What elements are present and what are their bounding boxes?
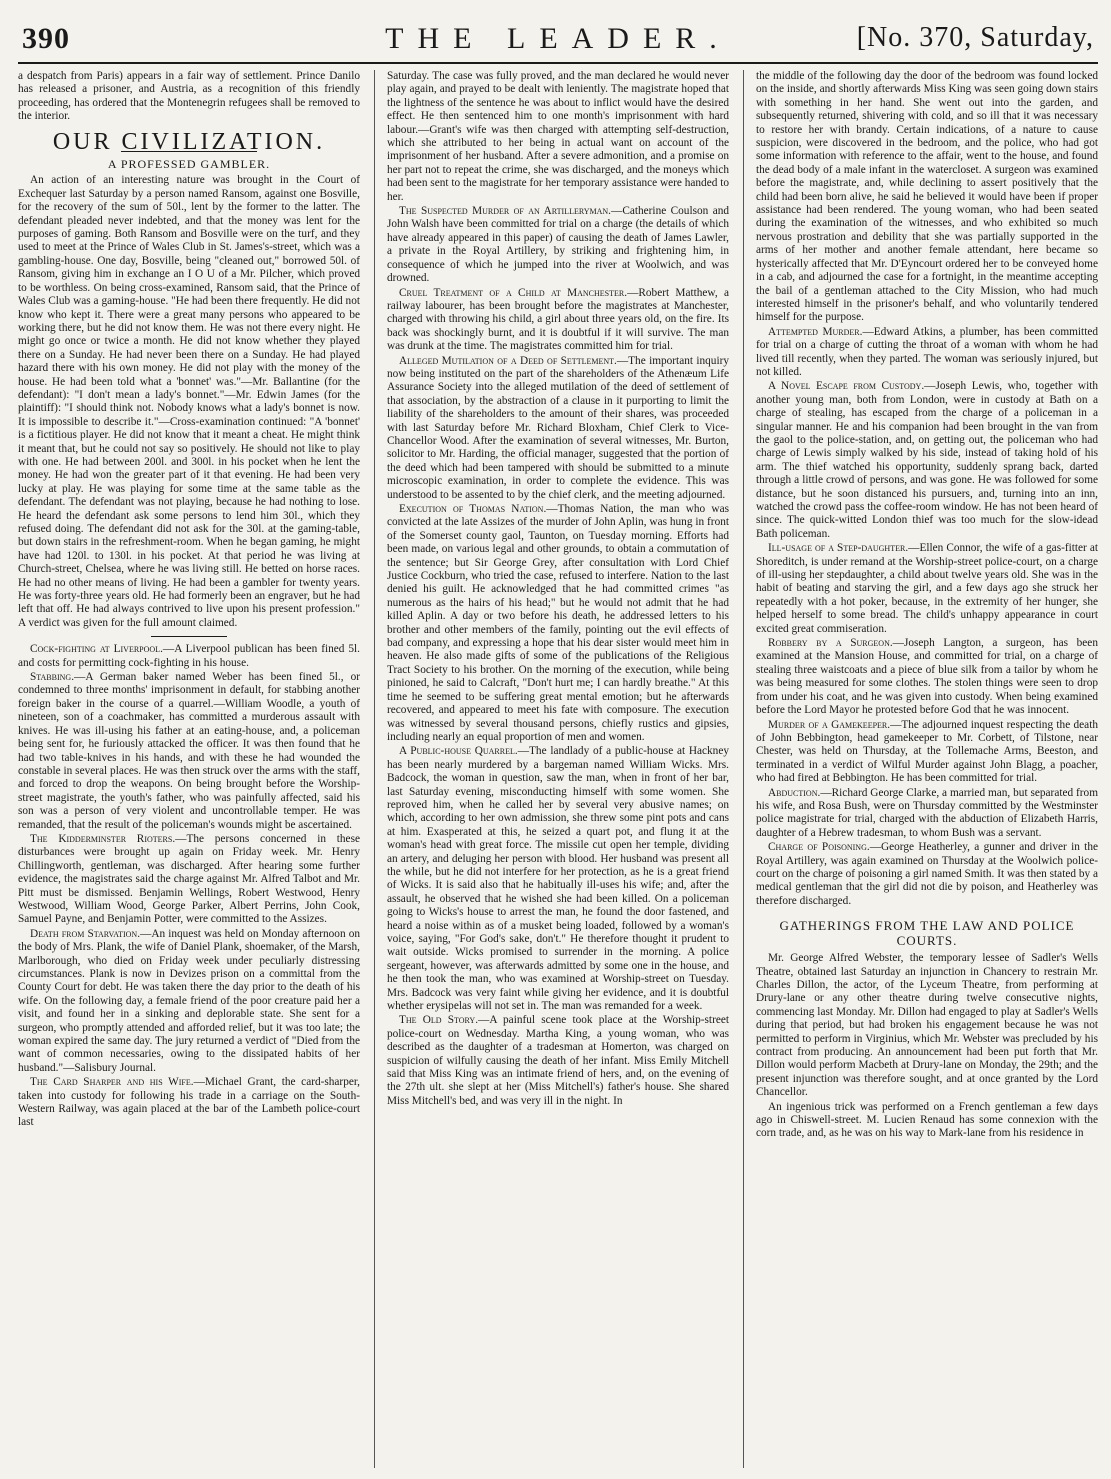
paragraph-text: —Michael Grant, the card-sharper, taken into custody for following his trade in a carriage on the South-Western Railway, was again placed at the bar of the Lambeth police-court last [18, 1076, 360, 1129]
article-body: Mr. George Alfred Webster, the temporary lessee of Sadler's Wells Theatre, obtained last Saturday an injunction in Chancery to restrain Mr. Charles Dillon, the actor, of the Lyceum Theatre, from performing at Drury-lane or any other theatre during twelve consecutive nights, commencing last Monday. Mr. Dillon had engaged to play at Sadler's Wells during that period, but had broken his engagement because he was not permitted to perform in Virginius, which Mr. Webster was precluded by his contract from producing. An announcement had been put forth that Mr. Dillon would perform Macbeth at Drury-lane on Monday, the 29th; and the present injunction was therefore sought, and at once granted by the Lord Chancellor. [756, 952, 1098, 1099]
run-in-heading: A Public-house Quarrel. [399, 745, 518, 758]
article-paragraph [18, 833, 360, 927]
paragraph-text: —Robert Matthew, a railway labourer, has been brought before the magistrates at Manchester, charged with throwing his child, a girl about three years old, on the fire. Its back was shockingly burnt, and it is doubtful if it will survive. The man was drunk at the time. The magistrates committed him for trial. [387, 286, 729, 353]
run-in-heading: The Suspected Murder of an Artilleryman. [399, 205, 612, 218]
article-paragraph [756, 380, 1098, 541]
article-continuation: a despatch from Paris) appears in a fair way of settlement. Prince Danilo has released a prisoner, and Austria, as a recognition of this friendly proceeding, has ordered that the Montenegrin refugees shall be removed to the interior. [18, 70, 360, 123]
run-in-heading: Alleged Mutilation of a Deed of Settlement. [399, 354, 617, 367]
article-body: An action of an interesting nature was brought in the Court of Exchequer last Saturday by a person named Ransom, against one Bosville, for the recovery of the sum of 50l., lent by the former to the latter. The defendant pleaded never indebted, and that the money was lent for the purposes of gaming. Both Ransom and Bosville were on the turf, and they used to meet at the Prince of Wales Club in St. James's-street, which was a gambling-house. One day, Bosville, being "cleaned out," borrowed 50l. of Ransom, giving him in exchange an I O U of a Mr. Pilcher, which proved to be worthless. On being cross-examined, Ransom said, that the Prince of Wales Club was a gaming-house. "He had been there frequently. He did not know who kept it. There were a great many persons who appeared to be working there, but he did not know them. He was not there every night. He might go once or twice a month. He did not know whether they played there on a Sunday. He had never been there on a Sunday. He had played hazard there with his own money. He did not play with the money of the house. He had been told what a 'bonnet' was."—Mr. Ballantine (for the defendant): "I don't mean a lady's bonnet."—Mr. Edwin James (for the plaintiff): "I should think not. Nobody knows what a lady's bonnet is now. It is impossible to describe it."—Cross-examination continued: "A 'bonnet' is a fictitious player. He did not know that it meant a cheat. He might think it meant that, but he could not say so positively. He should not like to play with one. He had between 200l. and 300l. in his pocket when he lent the money. He had won the greater part of it that evening. He had been very lucky at play. He was playing for some time at the same table as the defendant. The defendant was not playing, because he had nothing to lose. He heard the defendant ask some persons to lend him 30l., which they refused doing. The defendant did not ask for the 30l. at the gaming-table, but down stairs in the refreshment-room. When he began gaming, he might have had 120l. to 130l. in his pocket. At that period he was living at Church-street, Chelsea, where he was living still. He betted on horse races. He had no other means of living. He had been a gambler for twenty years. He was forty-three years old. He had formerly been an engraver, but he had left that off. He had always contrived to live upon his present profession." A verdict was given for the full amount claimed. [18, 174, 360, 629]
run-in-heading: Attempted Murder. [768, 325, 863, 338]
article-heading: GATHERINGS FROM THE LAW AND POLICE COURTS. [779, 918, 1075, 949]
run-in-heading: Execution of Thomas Nation. [399, 503, 547, 515]
article-paragraph [756, 326, 1098, 380]
paragraph-text: —Edward Atkins, a plumber, has been committed for trial on a charge of cutting the throat of a woman with whom he had lived till recently, when they parted. The woman was seriously injured, but not killed. [756, 325, 1098, 378]
article-continuation: the middle of the following day the door of the bedroom was found locked on the inside, and shortly afterwards Miss King was seen going down stairs with something in her hand. She went out into the garden, and subsequently returned, shivering with cold, and so ill that it was necessary to restore her with brandy. Certain indications, of a nature to cause suspicion, were discovered in the bedroom, and the police, who had got some information with reference to the affair, went to the house, and found the dead body of a male infant in the watercloset. A surgeon was examined before the magistrate, and, while declining to assert positively that the child had been born alive, he said he believed it would have been if proper assistance had been rendered. The young woman, who had been seated during the examination of the witnesses, and who exhibited so much nervous prostration and debility that she was partially supported in the arms of her mother and another female attendant, here became so hysterically affected that Mr. D'Eyncourt ordered her to be conveyed home in a cab, and adjourned the case for a fortnight, in the meantime accepting the bail of a gentleman attached to the City Mission, who had much interested himself in the prisoner's behalf, and who voluntarily tendered himself for the purpose. [756, 70, 1098, 324]
run-in-heading: Death from Starvation. [30, 927, 141, 940]
paragraph-text: —The landlady of a public-house at Hackney has been nearly murdered by a bargeman named William Wicks. Mrs. Badcock, the woman in question, saw the man, when in front of her bar, last Saturday evening, misconducting himself with some women. She reproved him, when he called her by several very abusive names; on which, according to her own admission, she threw some pint pots and cans at him. Exasperated at this, he seized a quart pot, and flung it at the woman's head with great force. The missile cut open her temple, dividing an artery, and deluging her person with blood. Her husband was present all the while, but he did not interfere for her protection, as he is a great friend of Wicks. It is said also that he habitually ill-uses his wife; and, after the assault, he observed that he wished she had been killed. On a policeman going to Wicks's house to arrest the man, he found the door fastened, and heard a noise within as of a musket being loaded, followed by a woman's voice, saying, "For God's sake, don't." He therefore thought it prudent to wait outside. Wicks promised to surrender in the morning. A police sergeant, however, was afterwards admitted by some one in the house, and he then took the man, who was examined at Worship-street on Tuesday. Mrs. Badcock was very faint while giving her evidence, and it is doubtful whether erysipelas will not set in. The man was remanded for a week. [387, 745, 729, 1013]
run-in-heading: Ill-usage of a Step-daughter. [768, 542, 909, 555]
article-paragraph [756, 841, 1098, 908]
newspaper-page [18, 20, 1098, 1468]
paragraph-text: —An inquest was held on Monday afternoon on the body of Mrs. Plank, the wife of Daniel Plank, shoemaker, of the Marsh, Marlborough, who died on Friday week under peculiarly distressing circumstances. Plank is now in Devizes prison on a committal from the County Court for debt. He was taken there the day prior to the death of his wife. On the following day, a female friend of the poor creature paid her a visit, and found her in a sinking and deplorable state. She sent for a surgeon, who promptly attended and afforded relief, but it was too late; the woman expired the same day. The jury returned a verdict of "Died from the want of common necessaries, owing to the dissipated habits of her husband."—Salisbury Journal. [18, 927, 360, 1074]
article-paragraph [756, 637, 1098, 717]
masthead-rule [18, 62, 1098, 64]
paragraph-text: —A German baker named Weber has been fined 5l., or condemned to three months' imprisonment in default, for stabbing another foreign baker in the course of a quarrel.—William Woodle, a youth of nineteen, son of a coachmaker, has committed a murderous assault with knives. He was ill-using his father at an eating-house, and, a policeman being sent for, he furiously attacked the officer. It was then found that he had two table-knives in his hands, and with these he had wounded the constable in several places. He was then struck over the arms with the staff, and forced to drop the weapons. On being brought before the Worship-street magistrate, the youth's father, who was painfully affected, said his son was a person of very violent and uncontrollable temper. He was remanded, that the result of the policeman's wounds might be ascertained. [18, 671, 360, 831]
article-paragraph [756, 542, 1098, 636]
paragraph-text: —George Heatherley, a gunner and driver in the Royal Artillery, was again examined on Thursday at the Woolwich police-court on the charge of poisoning a girl named Smith. It was then stated by a medical gentleman that the girl did not die by poison, and Heatherley was therefore discharged. [756, 841, 1098, 907]
paragraph-text: —A Liverpool publican has been fined 5l. and costs for permitting cock-fighting in his house. [18, 643, 360, 669]
divider [151, 636, 226, 637]
article-paragraph [756, 719, 1098, 786]
paragraph-text: —A painful scene took place at the Worship-street police-court on Wednesday. Martha King, a young woman, who was described as the daughter of a tradesman at Homerton, was charged on suspicion of wilfully causing the death of her infant. Miss Emily Mitchell said that Miss King was an intimate friend of hers, and, on the evening of the 27th ult. she slept at her (Miss Mitchell's) father's house. She shared Miss Mitchell's bed, and was very ill in the night. In [387, 1014, 729, 1107]
run-in-heading: Robbery by a Surgeon. [768, 637, 893, 650]
article-body: An ingenious trick was performed on a French gentleman a few days ago in Chiswell-street. M. Lucien Renaud has some connexion with the corn trade, and, as he was on his way to Mark-lane from his residence in [756, 1100, 1098, 1140]
paragraph-text: —Ellen Connor, the wife of a gas-fitter at Shoreditch, is under remand at the Worship-street police-court, on a charge of ill-using her stepdaughter, a child about twelve years old. She was in the habit of beating and starving the girl, and a few days ago she struck her repeatedly with a hot poker, because, in the extremity of her hunger, she helped herself to some bread. The child's unhappy appearance in court excited great commiseration. [756, 542, 1098, 635]
article-paragraph [387, 287, 729, 354]
paragraph-text: —Joseph Langton, a surgeon, has been examined at the Mansion House, and committed for trial, on a charge of stealing three waistcoats and a piece of blue silk from a tailor by whom he was being measured for some clothes. The stolen things were seen to drop from under his coat, and he was given into custody. When being examined before the Lord Mayor he protested before God that he was innocent. [756, 637, 1098, 717]
issue-line: [No. 370, Saturday, [856, 22, 1094, 53]
article-paragraph [387, 1014, 729, 1108]
column-1 [18, 70, 360, 1468]
paragraph-text: —Joseph Lewis, who, together with another young man, both from London, were in custody at Bath on a charge of stealing, has escaped from the charge of a policeman in a singular manner. He and his companion had been brought in the van from the gaol to the police-station, and, on getting out, the policeman who had charge of Lewis simply walked by his side, instead of taking hold of his arm. The thief watched his opportunity, suddenly sprang back, darted through a little crowd of persons, and was gone. He was followed for some distance, but he soon distanced his pursuers, and, turning into an inn, watched the crowd pass the coffee-room window. He has not been heard of since. The quick-witted London thief was too much for the slow-idead Bath policeman. [756, 380, 1098, 540]
paragraph-text: —The adjourned inquest respecting the death of John Bebbington, head gamekeeper to Mr. Corbett, of Tilstone, near Chester, was held on Thursday, at the Tollemache Arms, Beeston, and terminated in a verdict of Wilful Murder against John Blagg, a poacher, who had fired at Bebbington. He has been committed for trial. [756, 718, 1098, 785]
run-in-heading: Murder of a Gamekeeper. [768, 718, 891, 731]
run-in-heading: A Novel Escape from Custody. [768, 380, 925, 393]
paragraph-text: —Thomas Nation, the man who was convicted at the late Assizes of the murder of John Aplin, was hung in front of the Somerset county gaol, Taunton, on Tuesday morning. Efforts had been made, on various legal and other grounds, to obtain a commutation of the sentence; but Sir George Grey, after consultation with Lord Chief Justice Cockburn, who tried the case, refused to interfere. Nation to the last denied his guilt. He acknowledged that he had committed crimes "as numerous as the hairs of his head;" but he would not admit that he had killed Aplin. A day or two before his death, he addressed letters to his brother and other members of the family, pointing out the evil effects of bad company, and expressing a hope that his dear sister would meet him in heaven. He also made gifts of some of the publications of the Religious Tract Society to his brother. On the morning of the execution, while being pinioned, he said to Calcraft, "Don't hurt me; I can hardly breathe." At this time he seemed to be suffering great mental emotion; but he afterwards recovered, and appeared to meet his fate with composure. The execution was witnessed by several thousand persons, chiefly rustics and gipsies, including nearly an equal proportion of men and women. [387, 503, 729, 743]
paragraph-text: —Catherine Coulson and John Walsh have been committed for trial on a charge (the details of which have already appeared in this paper) of causing the death of James Lawler, a private in the Royal Artillery, by striking and frightening him, in consequence of which he jumped into the river at Woolwich, and was drowned. [387, 205, 729, 285]
run-in-heading: The Card Sharper and his Wife. [30, 1076, 194, 1089]
article-paragraph [756, 787, 1098, 841]
article-paragraph [18, 928, 360, 1075]
article-paragraph [387, 745, 729, 1013]
article-paragraph [18, 1076, 360, 1130]
newspaper-title: THE LEADER. [385, 22, 731, 55]
run-in-heading: The Kidderminster Rioters. [30, 832, 176, 845]
article-columns [18, 70, 1098, 1468]
article-paragraph [387, 205, 729, 285]
paragraph-text: —Richard George Clarke, a married man, but separated from his wife, and Rosa Bush, were on Thursday committed by the Westminster police magistrate for trial, charged with the abduction of Elizabeth Harris, daughter of a Hebrew tradesman, to whom Bush was a servant. [756, 786, 1098, 839]
paragraph-text: —The important inquiry now being instituted on the part of the shareholders of the Athenæum Life Assurance Society into the alleged mutilation of the deed of settlement of that association, by the abstraction of a clause in it purporting to limit the liability of the shareholders to the amount of their shares, was proceeded with last Saturday before Mr. Richard Bloxham, Chief Clerk to Vice-Chancellor Wood. After the examination of several witnesses, Mr. Burton, solicitor to Mr. Harding, the official manager, suggested that the portion of the deed which had been tampered with should be submitted to a minute microscopic examination, in order to complete the evidence. This was understood to be assented to by the chief clerk, and the meeting adjourned. [387, 354, 729, 501]
masthead [18, 20, 1098, 64]
paragraph-text: —The persons concerned in these disturbances were brought up again on Friday week. Mr. Henry Chillingworth, gentleman, was discharged. After hearing some further evidence, the magistrates said the charge against Mr. Alfred Talbot and Mr. Pitt must be dismissed. Benjamin Wellings, Robert Westwood, Henry Westwood, William Wood, George Parker, Albert Perrins, John Cook, Samuel Payne, and Benjamin Potter, were committed to the Assizes. [18, 832, 360, 926]
run-in-heading: Charge of Poisoning. [768, 841, 870, 854]
article-paragraph [387, 355, 729, 502]
column-2 [374, 70, 729, 1468]
article-paragraph [18, 643, 360, 670]
article-paragraph [387, 503, 729, 744]
column-3 [743, 70, 1098, 1468]
page-number: 390 [22, 22, 70, 55]
run-in-heading: Cock-fighting at Liverpool. [30, 643, 163, 656]
run-in-heading: Stabbing. [30, 671, 75, 684]
section-heading: OUR CIVILIZATION. [52, 128, 326, 155]
run-in-heading: Abduction. [768, 786, 821, 799]
article-continuation: Saturday. The case was fully proved, and the man declared he would never play again, and prayed to be dealt with leniently. The magistrate hoped that the lightness of the sentence he was about to inflict would have the desired effect. He then sentenced him to one month's imprisonment with hard labour.—Grant's wife was then charged with attempting self-destruction, which she attributed to her being in actual want on account of the imprisonment of her husband. After a severe admonition, and a promise on her part not to repeat the crime, she was discharged, and the moneys which had been sent to the magistrate for her temporary assistance were handed to her. [387, 70, 729, 203]
article-paragraph [18, 671, 360, 832]
run-in-heading: The Old Story. [399, 1014, 479, 1027]
run-in-heading: Cruel Treatment of a Child at Manchester. [399, 286, 628, 299]
article-heading: A PROFESSED GAMBLER. [107, 157, 271, 172]
